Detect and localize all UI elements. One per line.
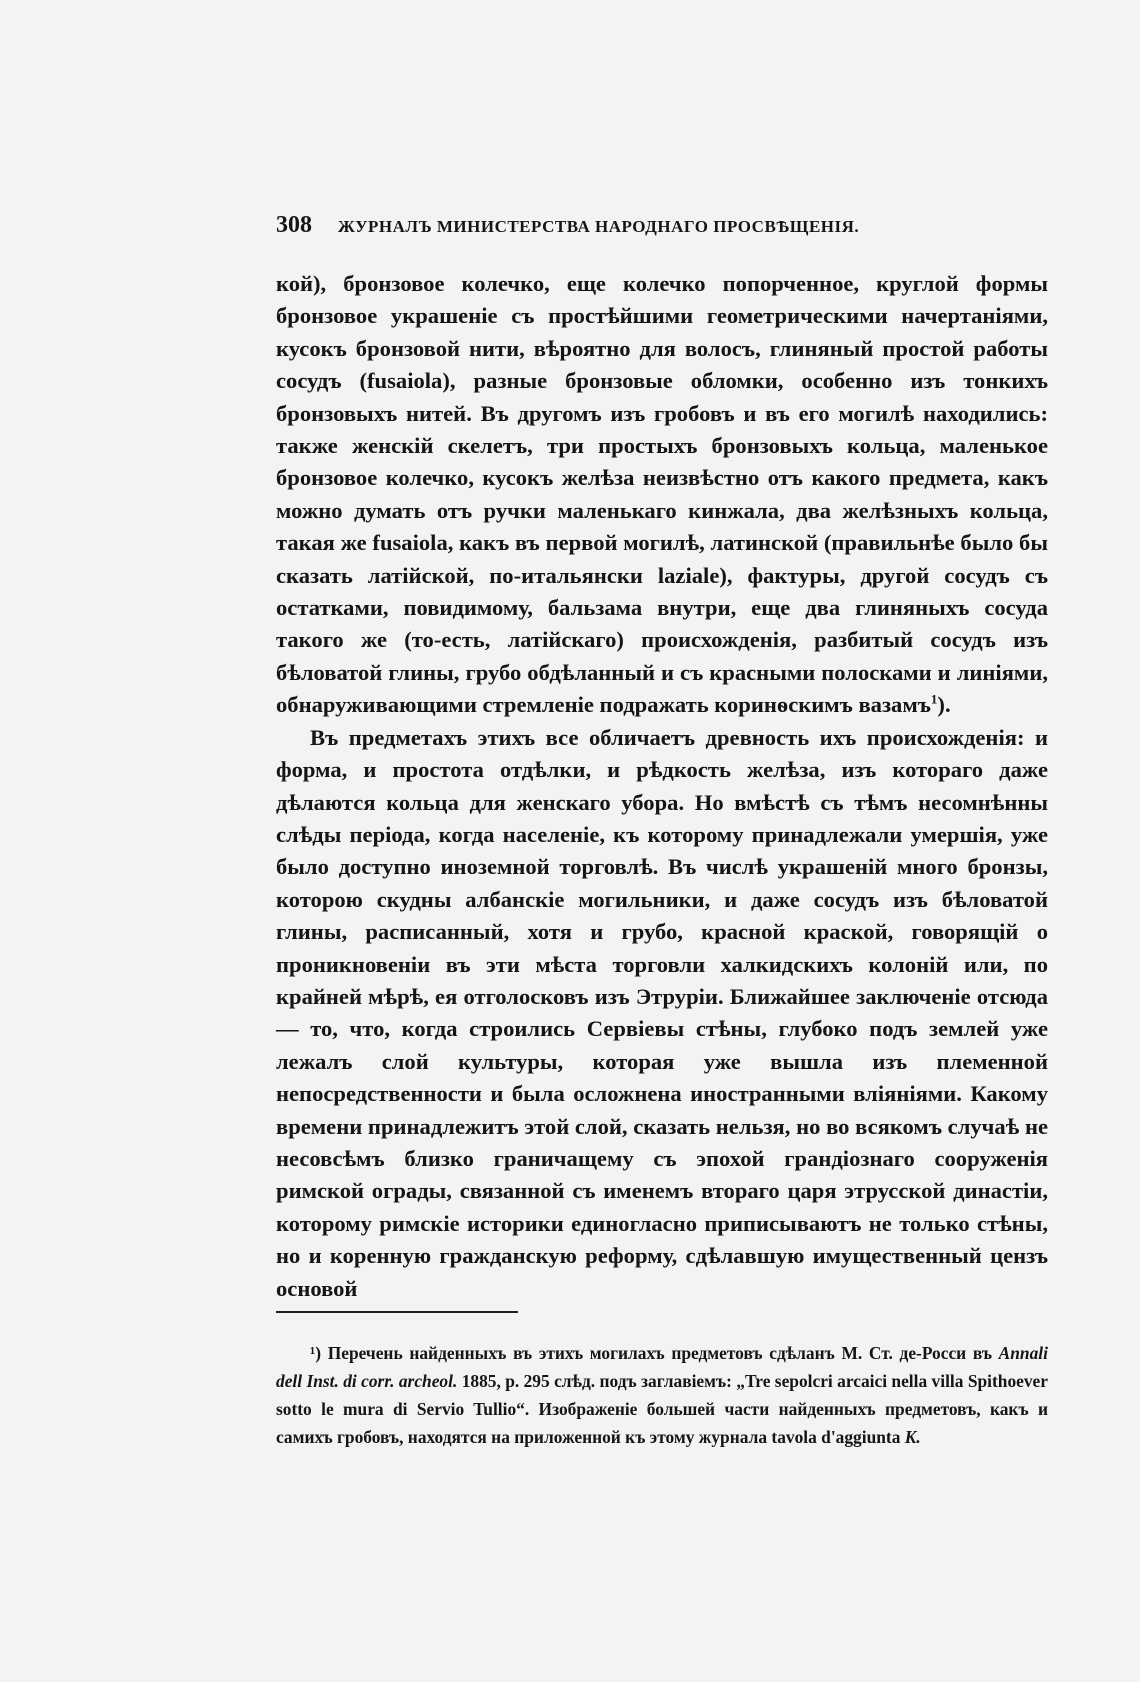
footnote-text-a: Перечень найденныхъ въ этихъ могилахъ предметовъ сдѣланъ М. Ст. де-Росси въ	[327, 1343, 992, 1363]
footnote-journal: Annali dell Inst. di corr. archeol.	[276, 1343, 1048, 1391]
running-title: ЖУРНАЛЪ МИНИСТЕРСТВА НАРОДНАГО ПРОСВѢЩЕНІЯ.	[338, 217, 860, 236]
footnote-marker: ¹)	[310, 1343, 322, 1363]
body-text	[276, 268, 1048, 1305]
paragraph-2: Въ предметахъ этихъ все обличаетъ древность ихъ происхожденія: и форма, и простота отдѣлки, и рѣдкость желѣза, изъ котораго даже дѣлаются кольца для женскаго убора. Но вмѣстѣ съ тѣмъ несомнѣнны слѣды періода, когда населеніе, къ которому принадлежали умершія, уже было доступно иноземной торговлѣ. Въ числѣ украшеній много бронзы, которою скудны албанскіе могильники, и даже сосудъ изъ бѣловатой глины, расписанный, хотя и грубо, красной краской, говорящій о проникновеніи въ эти мѣста торговли халкидскихъ колоній или, по крайней мѣрѣ, ея отголосковъ изъ Этруріи. Ближайшее заключеніе отсюда — то, что, когда строились Сервіевы стѣны, глубоко подъ землей уже лежалъ слой культуры, которая уже вышла изъ племенной непосредственности и была осложнена иностранными вліяніями. Какому времени принадлежитъ этой слой, сказать нельзя, но во всякомъ случаѣ не несовсѣмъ близко граничащему съ эпохой грандіознаго сооруженія римской ограды, связанной съ именемъ втораго царя этрусской династіи, которому римскіе историки единогласно приписываютъ не только стѣны, но и коренную гражданскую реформу, сдѣлавшую имущественный цензъ основой	[276, 724, 1048, 1301]
page-number: 308	[276, 212, 312, 238]
page-header	[276, 212, 1048, 239]
paragraph-1-end: ).	[937, 692, 951, 718]
footnote-plate: K.	[904, 1427, 921, 1447]
footnote-reference[interactable]: 1	[930, 691, 938, 707]
footnote-text-b: 1885, p. 295 слѣд. подъ заглавіемъ: „Tre sepolcri arcaici nella villa Spithoever sotto le mura di Servio Tullio“. Изображеніе большей части найденныхъ предметовъ, какъ и самихъ гробовъ, находятся на приложенной къ этому журнала tavola d'aggiunta	[276, 1371, 1048, 1447]
footnote	[276, 1339, 1048, 1451]
paragraph-1-text: кой), бронзовое колечко, еще колечко попорченное, круглой формы бронзовое украшеніе съ простѣйшими геометрическими начертаніями, кусокъ бронзовой нити, вѣроятно для волосъ, глиняный простой работы сосудъ (fusaiola), разные бронзовые обломки, особенно изъ тонкихъ бронзовыхъ нитей. Въ другомъ изъ гробовъ и въ его могилѣ находились: также женскій скелетъ, три простыхъ бронзовыхъ кольца, маленькое бронзовое колечко, кусокъ желѣза неизвѣстно отъ какого предмета, какъ можно думать отъ ручки маленькаго кинжала, два желѣзныхъ кольца, такая же fusaiola, какъ въ первой могилѣ, латинской (правильнѣе было бы сказать латійской, по-итальянски laziale), фактуры, другой сосудъ съ остатками, повидимому, бальзама внутри, еще два глиняныхъ сосуда такого же (то-есть, латійскаго) происхожденія, разбитый сосудъ изъ бѣловатой глины, грубо обдѣланный и съ красными полосками и линіями, обнаруживающими стремленіе подражать коринѳскимъ вазамъ	[276, 271, 1048, 718]
footnote-divider	[276, 1311, 518, 1313]
paragraph-1	[276, 268, 1048, 722]
